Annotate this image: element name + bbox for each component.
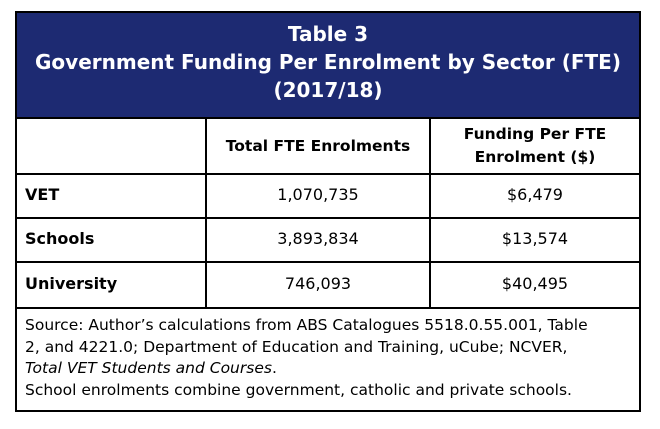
header-divider bbox=[17, 117, 639, 119]
table-title-line-3: (2017/18) bbox=[273, 78, 383, 102]
notes-divider bbox=[17, 307, 639, 309]
row-label-university: University bbox=[25, 274, 118, 293]
source-line-3 bbox=[25, 358, 635, 380]
row-divider-2 bbox=[17, 217, 639, 219]
cell-university-funding: $40,495 bbox=[501, 274, 569, 293]
row-label-vet: VET bbox=[25, 185, 60, 204]
source-line-2: 2, and 4221.0; Department of Education and Training, uCube; NCVER, bbox=[25, 337, 568, 356]
column-header-funding-line-1: Funding Per FTE bbox=[463, 125, 607, 143]
table-title bbox=[17, 13, 639, 117]
source-line-4: School enrolments combine government, catholic and private schools. bbox=[25, 380, 572, 399]
row-label-schools: Schools bbox=[25, 229, 95, 248]
table-title-line-2: Government Funding Per Enrolment by Sector (FTE) bbox=[35, 50, 621, 74]
source-publication-title: Total VET Students and Courses bbox=[25, 359, 272, 377]
row-divider-3 bbox=[17, 261, 639, 263]
funding-table bbox=[15, 11, 641, 412]
cell-schools-enrolments: 3,893,834 bbox=[277, 229, 359, 248]
column-header-enrolments: Total FTE Enrolments bbox=[225, 137, 411, 155]
cell-vet-funding: $6,479 bbox=[507, 185, 563, 204]
cell-vet-enrolments: 1,070,735 bbox=[277, 185, 359, 204]
cell-schools-funding: $13,574 bbox=[501, 229, 569, 248]
row-divider-1 bbox=[17, 173, 639, 175]
source-line-1: Source: Author’s calculations from ABS Catalogues 5518.0.55.001, Table bbox=[25, 316, 588, 334]
source-note bbox=[25, 315, 635, 401]
cell-university-enrolments: 746,093 bbox=[284, 274, 352, 293]
table-title-line-1: Table 3 bbox=[287, 22, 369, 46]
column-header-funding-line-2: Enrolment ($) bbox=[474, 148, 596, 166]
source-line-3-tail: . bbox=[271, 359, 277, 377]
